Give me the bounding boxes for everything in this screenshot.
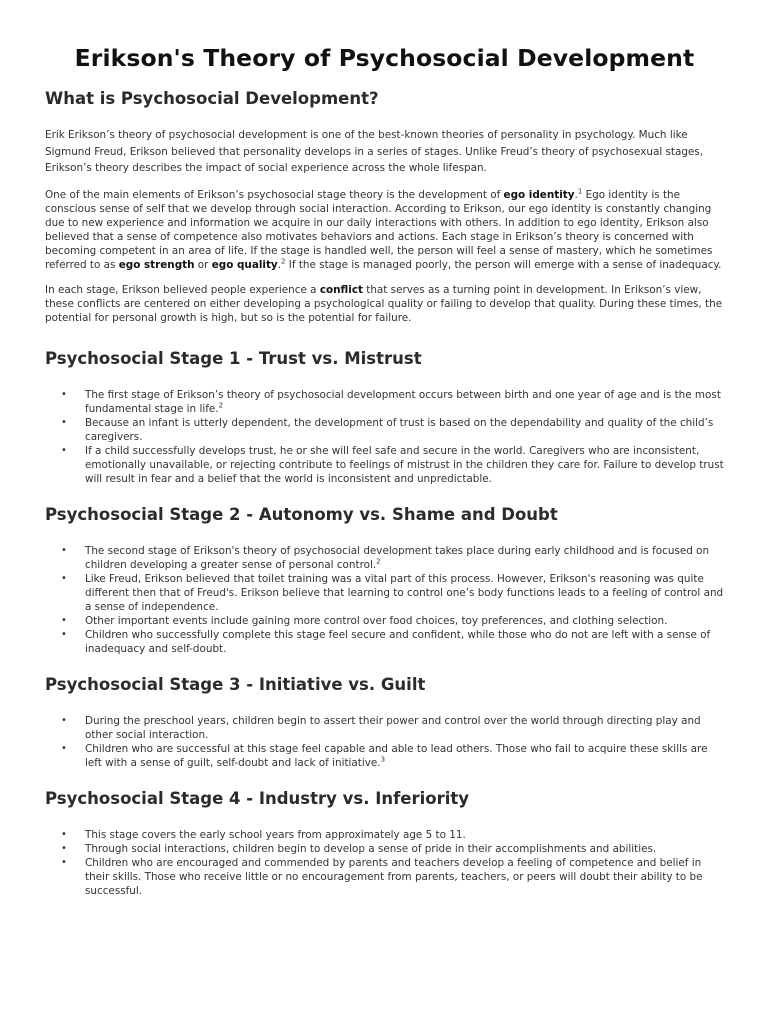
p3-text-a: In each stage, Erikson believed people experience a (45, 283, 320, 296)
list-item (45, 444, 724, 486)
intro-paragraph-3 (45, 283, 724, 325)
p2-text-c: If the stage is managed poorly, the person will emerge with a sense of inadequacy. (285, 258, 722, 271)
p2-text-a: One of the main elements of Erikson’s psychosocial stage theory is the development of (45, 188, 504, 201)
list-item (45, 628, 724, 656)
p2-text-b: Ego identity is the conscious sense of self that we develop through social interaction. According to Erikson, our ego identity is constantly changing due to new experience and information we acquire in our daily interactions with others. In addition to ego identity, Erikson also believed that a sense of competence also motivates behaviors and actions. Each stage in Erikson’s theory is concerned with becoming competent in an area of life. If the stage is handled well, the person will feel a sense of mastery, which he sometimes referred to as (45, 188, 713, 271)
conflict-term: conflict (319, 283, 363, 296)
list-item-text: The second stage of Erikson's theory of psychosocial development takes place during early childhood and is focused on children developing a greater sense of personal control. (85, 544, 710, 571)
stage-3-title: Psychosocial Stage 3 - Initiative vs. Guilt (45, 674, 426, 694)
list-item (45, 714, 724, 742)
list-item-text: Through social interactions, children begin to develop a sense of pride in their accomplishments and abilities. (85, 842, 657, 855)
footnote-ref-2: 2 (281, 257, 286, 266)
list-item-text: The first stage of Erikson’s theory of psychosocial development occurs between birth and one year of age and is the most fundamental stage in life. (85, 388, 721, 415)
footnote-ref-1: 1 (577, 187, 583, 196)
list-item-text: Children who are encouraged and commended by parents and teachers develop a feeling of competence and belief in their skills. Those who receive little or no encouragement from parents, teachers, or peers will doubt their ability to be successful. (85, 856, 703, 897)
list-item-text: Other important events include gaining more control over food choices, toy preferences, and clothing selection. (85, 614, 668, 627)
stage-2-list (45, 544, 724, 656)
list-item-text: Children who successfully complete this stage feel secure and confident, while those who do not are left with a sense of inadequacy and self-doubt. (85, 628, 711, 655)
list-item-text: Children who are successful at this stage feel capable and able to lead others. Those who fail to acquire these skills are left with a sense of guilt, self-doubt and lack of initiative. (85, 742, 708, 769)
stage-1-list (45, 388, 724, 486)
p3-text-b: that serves as a turning point in development. In Erikson’s view, these conflicts are centered on either developing a psychological quality or failing to develop that quality. During these times, the potential for personal growth is high, but so is the potential for failure. (45, 283, 723, 324)
list-item (45, 742, 724, 770)
list-item (45, 388, 724, 416)
stage-1-title: Psychosocial Stage 1 - Trust vs. Mistrust (45, 348, 422, 368)
ego-strength-term: ego strength (118, 258, 195, 271)
list-item (45, 842, 724, 856)
footnote-ref: 2 (376, 557, 381, 566)
list-item (45, 572, 724, 614)
document-title: Erikson's Theory of Psychosocial Development (74, 44, 695, 72)
list-item (45, 828, 724, 842)
list-item-text: This stage covers the early school years from approximately age 5 to 11. (85, 828, 466, 841)
list-item (45, 614, 724, 628)
stage-3-list (45, 714, 724, 770)
list-item (45, 416, 724, 444)
list-item-text: If a child successfully develops trust, he or she will feel safe and secure in the world. Caregivers who are inconsistent, emotionally unavailable, or rejecting contribute to feelings of mistrust in the children they care for. Failure to develop trust will result in fear and a belief that the world is inconsistent and unpredictable. (85, 444, 724, 485)
intro-paragraph-2: One of the main elements of Erikson’s psychosocial stage theory is the development of ego identity.$^1$ Ego identity is the conscious sense of self that we develop through social interaction. According to Erikson, our ego identity is constantly changing due to new experience and information we acquire in our daily interactions with others. In addition to ego identity, Erikson also believed that a sense of competence also motivates behaviors and actions. Each stage in Erikson’s theory is concerned with becoming competent in an area of life. If the stage is handled well, the person will feel a sense of mastery, which he sometimes referred to as ego strength or ego quality.$^2$ If the stage is managed poorly, the person will emerge with a sense of inadequacy. (45, 187, 722, 271)
list-item-text: Because an infant is utterly dependent, the development of trust is based on the dependability and quality of the child’s caregivers. (85, 416, 714, 443)
intro-paragraph-1: Erik Erikson’s theory of psychosocial development is one of the best-known theories of personality in psychology. Much like Sigmund Freud, Erikson believed that personality develops in a series of stages. Unlike Freud’s theory of psychosexual stages, Erikson’s theory describes the impact of social experience across the whole lifespan. (45, 129, 704, 174)
stage-4-title: Psychosocial Stage 4 - Industry vs. Inferiority (45, 788, 470, 808)
p2-or: or (194, 258, 212, 271)
list-item-text: During the preschool years, children begin to assert their power and control over the world through directing play and other social interaction. (85, 714, 701, 741)
footnote-ref: 3 (380, 755, 386, 764)
stage-4-list (45, 828, 724, 898)
ego-quality-term: ego quality (211, 258, 278, 271)
list-item (45, 544, 724, 572)
intro-heading: What is Psychosocial Development? (45, 89, 379, 108)
list-item (45, 856, 724, 898)
footnote-ref: 2 (218, 401, 224, 410)
list-item-text: Like Freud, Erikson believed that toilet training was a vital part of this process. However, Erikson's reasoning was quite different then that of Freud's. Erikson believe that learning to control one’s body functions leads to a feeling of control and a sense of independence. (85, 572, 724, 613)
ego-identity-term: ego identity (503, 188, 575, 201)
stage-2-title: Psychosocial Stage 2 - Autonomy vs. Shame and Doubt (45, 504, 558, 524)
